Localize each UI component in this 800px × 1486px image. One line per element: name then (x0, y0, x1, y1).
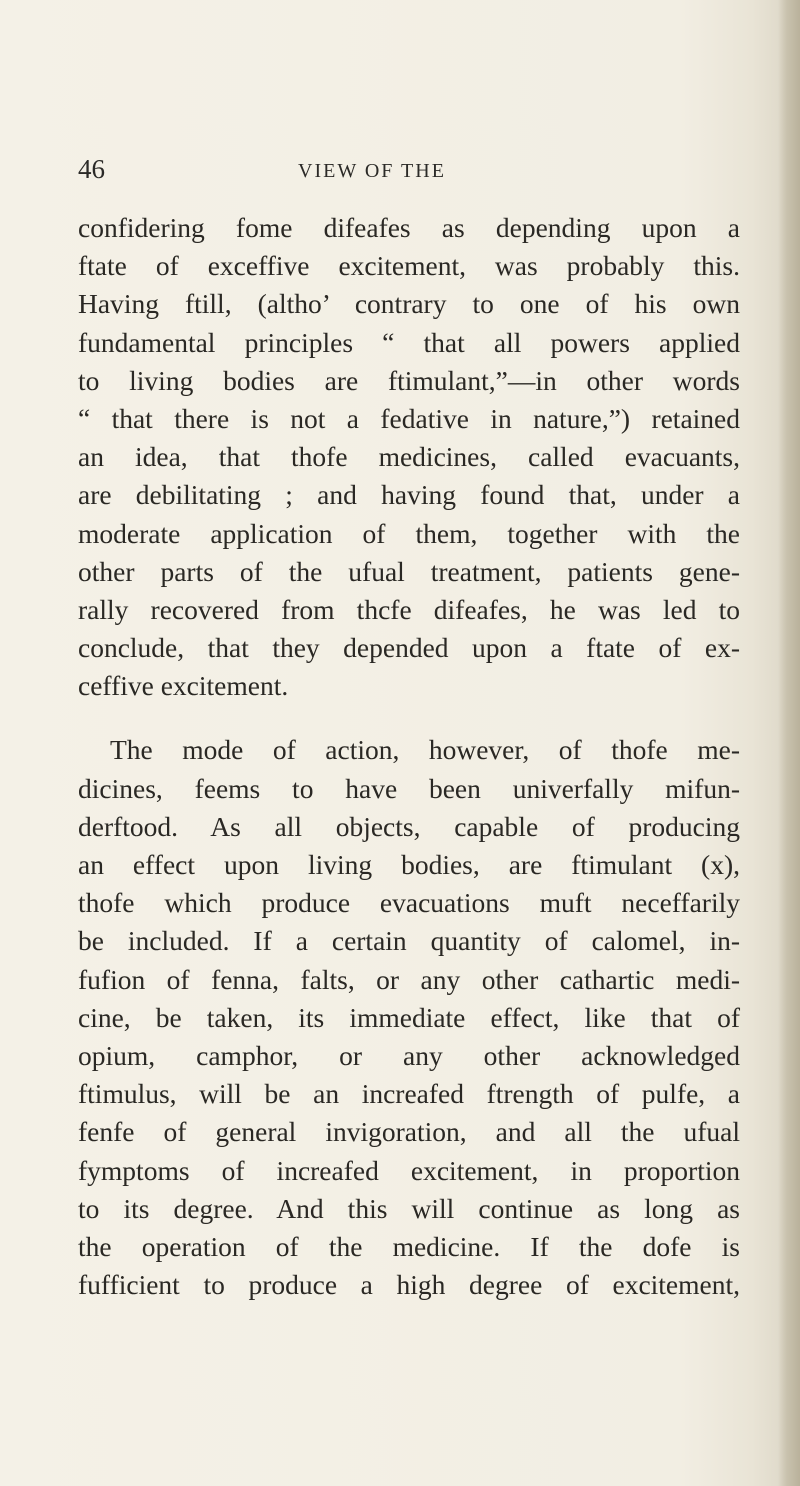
text-line: to living bodies are ftimulant,”—in other words (78, 364, 740, 396)
text-line: dicines, feems to have been univerfally mifun- (78, 772, 740, 804)
paragraph-1 (78, 209, 740, 705)
text-line: rally recovered from thcfe difeafes, he was led to (78, 593, 740, 625)
page-header (78, 150, 740, 190)
text-line: fufion of fenna, falts, or any other cathartic medi- (78, 963, 740, 995)
text-line: be included. If a certain quantity of calomel, in- (78, 925, 740, 957)
page-edge-shadow (778, 0, 800, 1486)
text-line: moderate application of them, together with the (78, 517, 740, 549)
text-line: ceffive excitement. (78, 670, 289, 702)
text-line: confidering fome difeafes as depending upon a (78, 212, 740, 243)
text-line: the operation of the medicine. If the dofe is (78, 1230, 740, 1262)
text-line: opium, camphor, or any other acknowledged (78, 1039, 740, 1071)
text-line: are debilitating ; and having found that, under a (78, 479, 740, 511)
text-line: an idea, that thofe medicines, called evacuants, (78, 441, 740, 473)
text-line: cine, be taken, its immediate effect, like that of (78, 1001, 740, 1033)
text-line: fenfe of general invigoration, and all the ufual (78, 1116, 740, 1148)
paragraph-2 (78, 731, 740, 1304)
text-line: derftood. As all objects, capable of producing (78, 810, 740, 842)
text-line: thofe which produce evacuations muft neceffarily (78, 887, 740, 919)
page-number: 46 (78, 154, 105, 184)
running-head: VIEW OF THE (298, 160, 446, 182)
body-text (78, 209, 740, 1304)
paragraph-gap (78, 705, 740, 731)
text-line: fymptoms of increafed excitement, in proportion (78, 1154, 740, 1186)
text-line: conclude, that they depended upon a ftate of ex- (78, 632, 740, 664)
text-line: ftimulus, will be an increafed ftrength of pulfe, a (78, 1078, 740, 1110)
text-line: fufficient to produce a high degree of excitement, (78, 1269, 740, 1301)
text-line: Having ftill, (altho’ contrary to one of his own (78, 288, 740, 320)
text-line: “ that there is not a fedative in nature,”) retained (78, 402, 740, 434)
text-line: fundamental principles “ that all powers applied (78, 326, 740, 358)
text-line: other parts of the ufual treatment, patients gene- (78, 555, 740, 587)
text-line: The mode of action, however, of thofe me- (110, 734, 740, 766)
text-line: ftate of exceffive excitement, was probably this. (78, 250, 740, 282)
text-line: an effect upon living bodies, are ftimulant (x), (78, 849, 740, 880)
text-line: to its degree. And this will continue as long as (78, 1192, 740, 1224)
